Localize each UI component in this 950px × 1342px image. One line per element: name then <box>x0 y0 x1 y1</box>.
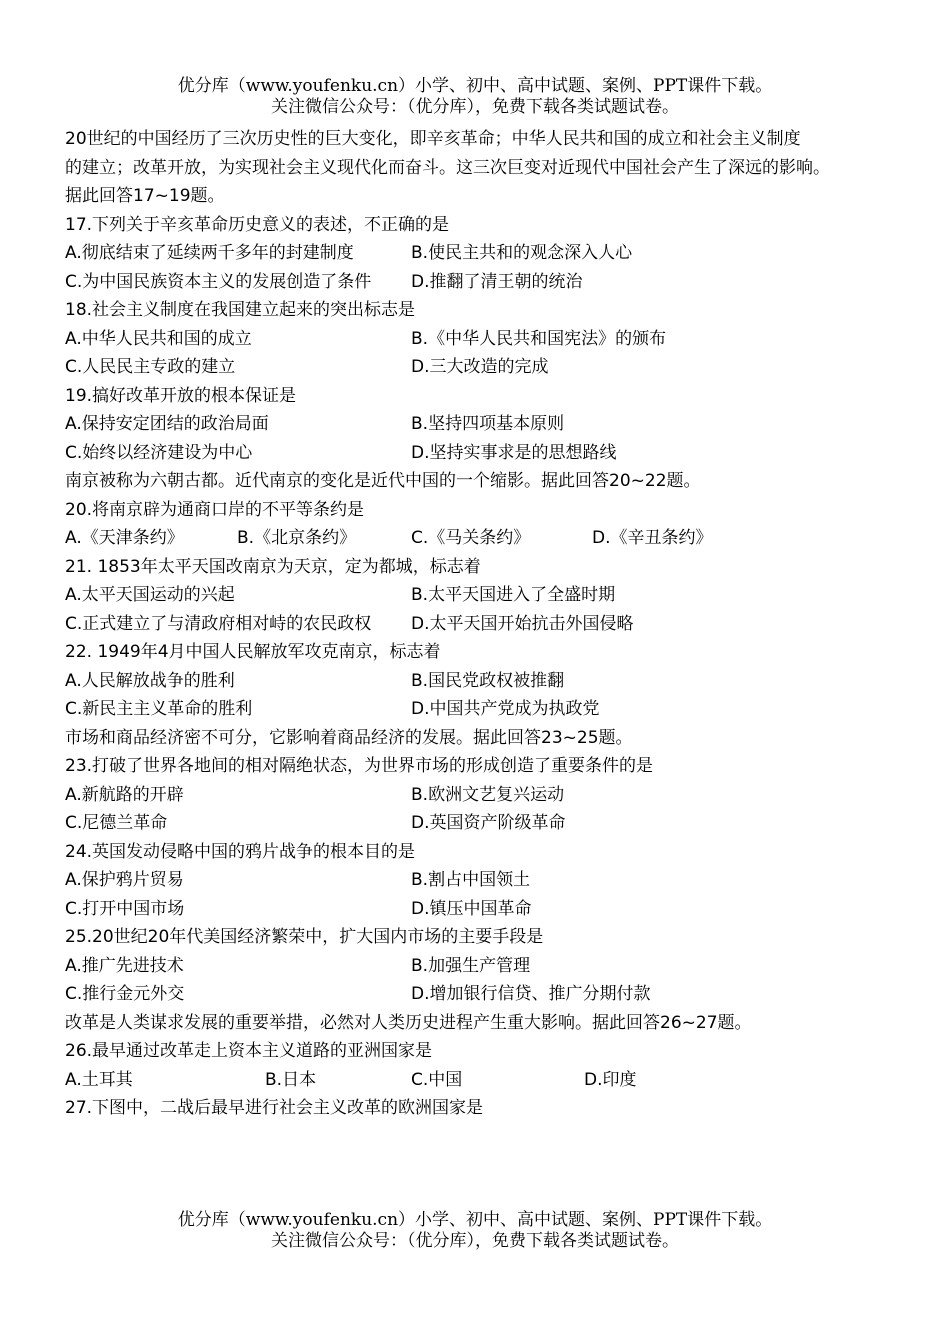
question-25-option-a: A.推广先进技术 <box>65 955 184 976</box>
question-23-option-b: B.欧洲文艺复兴运动 <box>411 784 565 805</box>
question-18-stem: 18.社会主义制度在我国建立起来的突出标志是 <box>65 300 416 320</box>
question-22-options-row-1 <box>65 667 925 696</box>
question-18-option-b: B.《中华人民共和国宪法》的颁布 <box>411 328 667 349</box>
question-25-option-c: C.推行金元外交 <box>65 984 185 1004</box>
question-20-option-b: B.《北京条约》 <box>237 528 357 548</box>
question-27-stem: 27.下图中，二战后最早进行社会主义改革的欧洲国家是 <box>65 1098 484 1118</box>
question-26-options <box>65 1066 925 1095</box>
question-21-options-row-1 <box>65 581 925 610</box>
header-line-2: 关注微信公众号：（优分库），免费下载各类试题试卷。 <box>271 97 679 117</box>
page-footer <box>0 1210 950 1252</box>
question-25-stem: 25.20世纪20年代美国经济繁荣中，扩大国内市场的主要手段是 <box>65 927 544 947</box>
question-18-option-a: A.中华人民共和国的成立 <box>65 328 252 349</box>
question-20-option-a: A.《天津条约》 <box>65 528 184 548</box>
question-17-option-b: B.使民主共和的观念深入人心 <box>411 243 633 263</box>
question-22-option-b: B.国民党政权被推翻 <box>411 670 565 691</box>
question-18-options-row-1 <box>65 325 925 354</box>
question-23-option-d: D.英国资产阶级革命 <box>411 813 566 833</box>
question-24-stem: 24.英国发动侵略中国的鸦片战争的根本目的是 <box>65 841 416 862</box>
question-26-option-c: C.中国 <box>411 1069 463 1090</box>
question-17-option-d: D.推翻了清王朝的统治 <box>411 271 583 292</box>
question-17-options-row-1 <box>65 239 925 268</box>
question-23-option-c: C.尼德兰革命 <box>65 813 168 833</box>
question-24-option-c: C.打开中国市场 <box>65 898 185 919</box>
question-22-options-row-2 <box>65 695 925 724</box>
question-21-option-c: C.正式建立了与清政府相对峙的农民政权 <box>65 613 372 634</box>
question-20-options <box>65 524 925 553</box>
question-26-option-d: D.印度 <box>584 1069 637 1090</box>
question-24-options-row-1 <box>65 866 925 895</box>
question-19-option-d: D.坚持实事求是的思想路线 <box>411 442 617 463</box>
question-19-options-row-2 <box>65 439 925 468</box>
question-17-stem: 17.下列关于辛亥革命历史意义的表述，不正确的是 <box>65 214 450 235</box>
footer-line-1: 优分库（www.youfenku.cn）小学、初中、高中试题、案例、PPT课件下载。 <box>177 1210 773 1230</box>
question-22-stem: 22. 1949年4月中国人民解放军攻克南京，标志着 <box>65 642 441 662</box>
question-18-option-c: C.人民民主专政的建立 <box>65 357 236 377</box>
question-21-option-a: A.太平天国运动的兴起 <box>65 585 235 605</box>
intro-paragraph-1-line-2: 的建立；改革开放，为实现社会主义现代化而奋斗。这三次巨变对近现代中国社会产生了深远的影响。 <box>65 157 830 178</box>
intro-paragraph-1-line-1: 20世纪的中国经历了三次历史性的巨大变化，即辛亥革命；中华人民共和国的成立和社会主义制度 <box>65 129 801 149</box>
question-23-options-row-2 <box>65 809 925 838</box>
question-20-option-d: D.《辛丑条约》 <box>592 528 713 548</box>
intro-paragraph-1-line-3: 据此回答17~19题。 <box>65 186 225 206</box>
question-23-stem: 23.打破了世界各地间的相对隔绝状态，为世界市场的形成创造了重要条件的是 <box>65 756 654 776</box>
question-24-option-d: D.镇压中国革命 <box>411 898 532 919</box>
question-26-option-b: B.日本 <box>265 1069 317 1090</box>
question-25-options-row-1 <box>65 952 925 981</box>
question-21-options-row-2 <box>65 610 925 639</box>
question-25-options-row-2 <box>65 980 925 1009</box>
question-19-options-row-1 <box>65 410 925 439</box>
question-19-option-c: C.始终以经济建设为中心 <box>65 442 253 463</box>
question-17-options-row-2 <box>65 268 925 297</box>
intro-paragraph-3: 市场和商品经济密不可分，它影响着商品经济的发展。据此回答23~25题。 <box>65 727 633 748</box>
question-22-option-d: D.中国共产党成为执政党 <box>411 699 600 719</box>
intro-paragraph-2: 南京被称为六朝古都。近代南京的变化是近代中国的一个缩影。据此回答20~22题。 <box>65 471 701 491</box>
question-23-options-row-1 <box>65 781 925 810</box>
question-19-option-a: A.保持安定团结的政治局面 <box>65 414 269 434</box>
question-24-option-a: A.保护鸦片贸易 <box>65 870 184 890</box>
question-22-option-a: A.人民解放战争的胜利 <box>65 670 235 691</box>
question-23-option-a: A.新航路的开辟 <box>65 784 184 805</box>
question-21-stem: 21. 1853年太平天国改南京为天京，定为都城，标志着 <box>65 556 481 577</box>
header-line-1: 优分库（www.youfenku.cn）小学、初中、高中试题、案例、PPT课件下载。 <box>177 76 773 96</box>
question-26-option-a: A.土耳其 <box>65 1069 133 1090</box>
question-20-stem: 20.将南京辟为通商口岸的不平等条约是 <box>65 499 365 520</box>
question-25-option-d: D.增加银行信贷、推广分期付款 <box>411 984 651 1004</box>
question-19-stem: 19.搞好改革开放的根本保证是 <box>65 385 297 406</box>
question-21-option-d: D.太平天国开始抗击外国侵略 <box>411 613 634 634</box>
question-19-option-b: B.坚持四项基本原则 <box>411 414 565 434</box>
question-17-option-a: A.彻底结束了延续两千多年的封建制度 <box>65 243 354 263</box>
question-24-option-b: B.割占中国领土 <box>411 870 531 890</box>
question-22-option-c: C.新民主主义革命的胜利 <box>65 699 253 719</box>
intro-paragraph-4: 改革是人类谋求发展的重要举措，必然对人类历史进程产生重大影响。据此回答26~27题。 <box>65 1012 752 1033</box>
exam-content <box>65 125 925 1123</box>
question-18-option-d: D.三大改造的完成 <box>411 357 549 377</box>
question-26-stem: 26.最早通过改革走上资本主义道路的亚洲国家是 <box>65 1041 433 1061</box>
page-header <box>0 76 950 118</box>
question-20-option-c: C.《马关条约》 <box>411 528 531 548</box>
question-18-options-row-2 <box>65 353 925 382</box>
question-24-options-row-2 <box>65 895 925 924</box>
footer-line-2: 关注微信公众号：（优分库），免费下载各类试题试卷。 <box>271 1231 679 1251</box>
question-17-option-c: C.为中国民族资本主义的发展创造了条件 <box>65 271 372 292</box>
question-21-option-b: B.太平天国进入了全盛时期 <box>411 585 616 605</box>
question-25-option-b: B.加强生产管理 <box>411 955 531 976</box>
